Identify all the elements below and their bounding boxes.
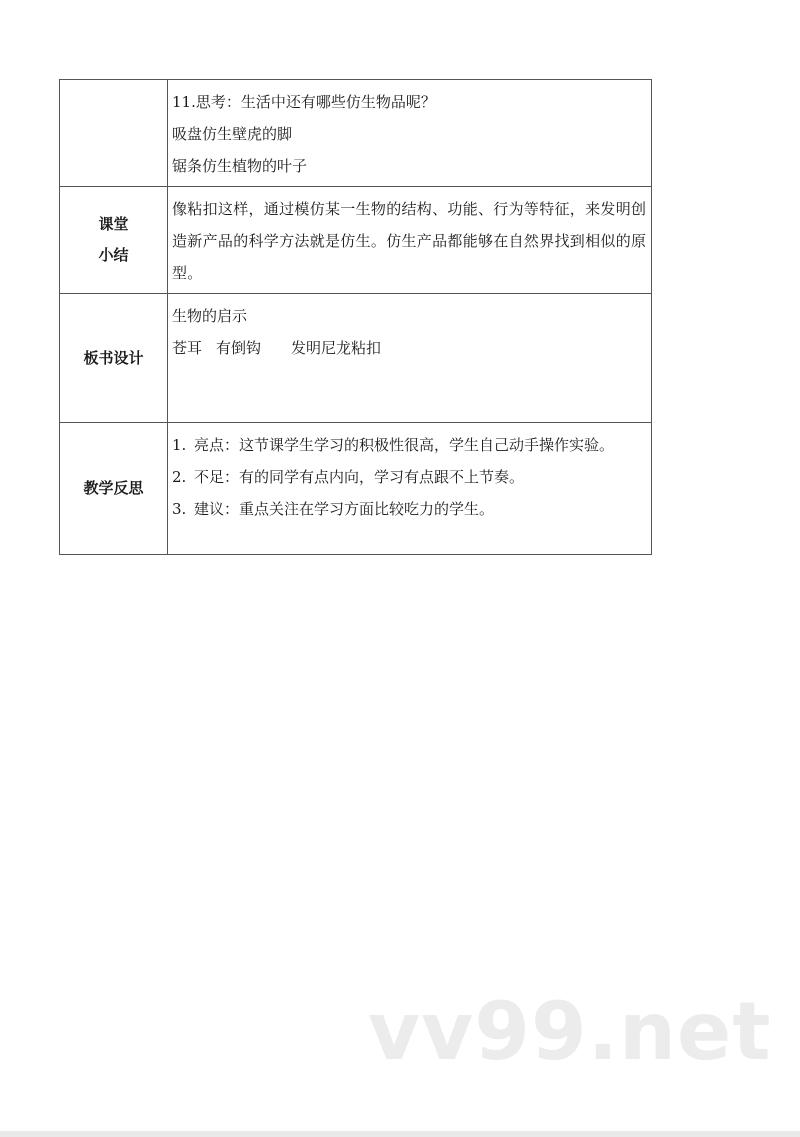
board-part-3: 发明尼龙粘扣 [291,339,382,357]
thinking-example-1: 吸盘仿生壁虎的脚 [172,125,293,143]
board-part-2: 有倒钩 [216,339,262,357]
board-design-cell [168,294,652,423]
board-design-line [172,332,649,364]
thinking-example-2: 锯条仿生植物的叶子 [172,157,308,175]
watermark: vv99.net [368,985,772,1078]
page-bottom-edge [0,1131,800,1137]
row-label-board-design: 板书设计 [60,294,168,423]
row-label-empty [60,80,168,187]
table-row [60,294,652,423]
table-row [60,80,652,187]
thinking-question: 11.思考：生活中还有哪些仿生物品呢？ [172,93,436,111]
board-design-title: 生物的启示 [172,307,248,325]
lesson-plan-table [59,79,652,555]
row-label-summary [60,187,168,294]
reflection-cell [168,423,652,555]
board-part-1: 苍耳 [172,339,203,357]
reflection-item-3: 3. 建议：重点关注在学习方面比较吃力的学生。 [172,500,495,518]
summary-cell [168,187,652,294]
summary-label-line-2: 小结 [98,246,129,264]
row-label-reflection: 教学反思 [60,423,168,555]
reflection-item-2: 2. 不足：有的同学有点内向，学习有点跟不上节奏。 [172,468,525,486]
table-row [60,187,652,294]
summary-text: 像粘扣这样，通过模仿某一生物的结构、功能、行为等特征，来发明创造新产品的科学方法就是仿生。仿生产品都能够在自然界找到相似的原型。 [172,200,647,282]
summary-label-line-1: 课堂 [98,215,129,233]
table-row [60,423,652,555]
reflection-item-1: 1. 亮点：这节课学生学习的积极性很高，学生自己动手操作实验。 [172,436,615,454]
thinking-cell [168,80,652,187]
